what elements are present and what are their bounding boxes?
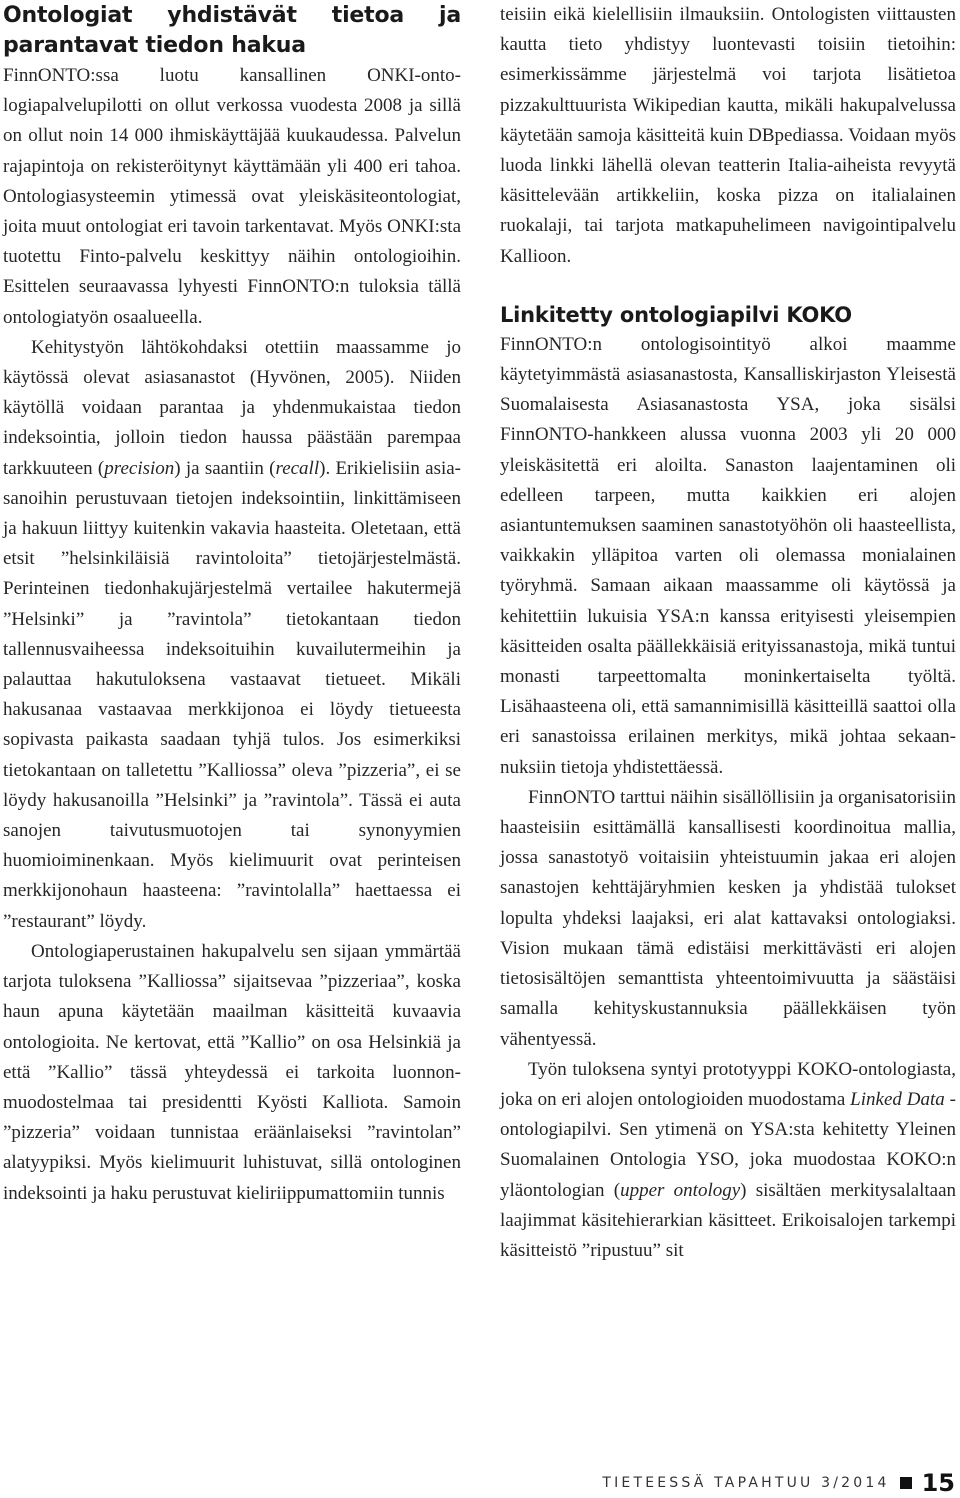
paragraph-continued: teisiin eikä kielellisiin ilmauksiin. Ontologisten viittausten kautta tieto yhdistyy luontevasti toisiin tietoihin: esimerkissämme järjestelmä voi tarjota lisätietoa pizzakulttuurista Wikipedian kautta, mikäli hakupalvelussa käytetään samoja käsitteitä kuin DBpediassa. Voidaan myös luoda linkki lähellä olevan teatterin Italia-aiheista revyytä käsittelevään artikkeliin, koska pizza on italialainen ruokalaji, tai tarjota matkapuhelimeen navigointipalvelu Kallioon. <box>500 4 956 267</box>
section-heading-ontologies: Ontologiat yhdistävät tietoa ja parantavat tiedon hakua <box>3 3 461 58</box>
right-column <box>500 0 956 1266</box>
paragraph: FinnONTO:ssa luotu kansallinen ONKI-ontologiapalvelupilotti on ollut verkossa vuodesta 2008 ja sillä on ollut noin 14 000 ihmiskäyttäjää kuukaudessa. Palvelun rajapintoja on rekisteröitynyt käyttämään yli 400 eri tahoa. Ontologiasysteemin ytimessä ovat yleiskäsiteontologiat, joita muut ontologiat eri tavoin tarkentavat. Myös ONKI:sta tuotettu Finto-palvelu keskittyy näihin ontologioihin. Esittelen seuraavassa lyhyesti FinnONTO:n tuloksia tällä ontologiatyön osaalueella. <box>3 65 461 328</box>
page-footer <box>602 1468 955 1498</box>
term-upper-ontology: upper ontology <box>620 1179 741 1201</box>
paragraph: FinnONTO tarttui näihin sisällöllisiin ja organisatorisiin haasteisiin esittämällä kansallisesti koordinoitua mallia, jossa sanastotyö voitaisiin yhteistuumin jakaa eri alojen sanastojen kehttäjäryhmien kesken ja yhdistää tulokset lopulta yhdeksi laajaksi, eri alat kattavaksi ontologiaksi. Vision mukaan tämä edistäisi merkittävästi eri alojen tietosisältöjen semanttista yhteentoimivuutta ja säästäisi samalla kehityskustannuksia päällekkäisen työn vähentyessä. <box>500 786 956 1050</box>
magazine-name: TIETEESSÄ TAPAHTUU 3/2014 <box>602 1475 890 1491</box>
left-column <box>3 0 461 1209</box>
paragraph: FinnONTO:n ontologisointityö alkoi maamme käytetyimmästä asiasanastosta, Kansalliskirjaston Yleisestä Suomalaisesta Asiasanastosta YSA, joka sisälsi FinnONTO-hankkeen alussa vuonna 2003 yli 20 000 yleiskäsitettä eri aloilta. Sanaston laajentaminen oli edelleen tarpeen, mutta kaikkien eri alojen asiantuntemuksen saaminen sanastotyöhön oli haasteellista, vaikkakin ylläpitoa varten oli olemassa monialainen työryhmä. Samaan aikaan maassamme oli käytössä ja kehitettiin lukuisia YSA:n kanssa erityisesti yleisempien käsitteiden osalta päällekkäisiä erityissanastoja, mikä tuntui monasti tarpeettomalta moninkertaiselta työltä. Lisähaasteena oli, että samannimisillä käsitteillä saattoi olla eri sanastoissa erilainen merkitys, mikä johtaa sekaannuksiin tietoja yhdistettäessä. <box>500 333 956 778</box>
section-heading-koko: Linkitetty ontologiapilvi KOKO <box>500 302 852 327</box>
page-number: 15 <box>921 1469 955 1497</box>
paragraph: Kehitystyön lähtökohdaksi otettiin maassamme jo käytössä olevat asiasanastot (Hyvönen, 2005). Niiden käytöllä voidaan parantaa ja yhdenmukaistaa tiedon indeksointia, jolloin tiedon haussa päästään parempaa tarkkuuteen (precision) ja saantiin (recall). Erikielisiin asiasanoihin perustuvaan tietojen indeksointiin, linkittämiseen ja hakuun liittyy kuitenkin vakavia haasteita. Oletetaan, että etsit ”helsinkiläisiä ravintoloita” tietojärjestelmästä. Perinteinen tiedonhakujärjestelmä vertailee hakutermejä ”Helsinki” ja ”ravintola” tietokantaan tiedon tallennusvaiheessa indeksoituihin kuvailutermeihin ja palauttaa hakutuloksena vastaavat tietueet. Mikäli hakusanaa vastaavaa merkkijonoa ei löydy tietueesta sopivasta paikasta saadaan tyhjä tulos. Jos esimerkiksi tietokantaan on talletettu ”Kalliossa” oleva ”pizzeria”, ei se löydy hakusanoilla ”Helsinki” ja ”ravintola”. Tässä ei auta sanojen taivutusmuotojen tai synonyymien huomioiminenkaan. Myös kielimuurit ovat perinteisen merkkijonohaun haasteena: ”ravintolalla” haettaessa ei ”restaurant” löydy. <box>3 336 461 932</box>
term-recall: recall <box>275 457 320 479</box>
term-linked-data: Linked Data <box>850 1088 945 1110</box>
paragraph: Työn tuloksena syntyi prototyyppi KOKO-ontologiasta, joka on eri alojen ontologioiden muodostama Linked Data -ontologiapilvi. Sen ytimenä on YSA:sta kehitetty Yleinen Suomalainen Ontologia YSO, joka muodostaa KOKO:n yläontologian (upper ontology) sisältäen merkitysalaltaan laajimmat käsitehierarkian käsitteet. Erikoisalojen tarkempi käsitteistö ”ripustuu” sit <box>500 1058 957 1261</box>
square-mark-icon <box>900 1477 912 1489</box>
term-precision: precision <box>104 457 175 479</box>
paragraph: Ontologiaperustainen hakupalvelu sen sijaan ymmärtää tarjota tuloksena ”Kalliossa” sijaitsevaa ”pizzeriaa”, koska haun apuna käytetään maailman käsitteitä kuvaavia ontologioita. Ne kertovat, että ”Kallio” on osa Helsinkiä ja että ”Kallio” tässä yhteydessä ei tarkoita luonnonmuodostelmaa tai presidentti Kyösti Kalliota. Samoin ”pizzeria” voidaan tunnistaa eräänlaiseksi ”ravintolan” alatyypiksi. Myös kielimuurit luhistuvat, sillä ontologinen indeksointi ja haku perustuvat kieliriippumattomiin tunnis <box>3 940 461 1204</box>
